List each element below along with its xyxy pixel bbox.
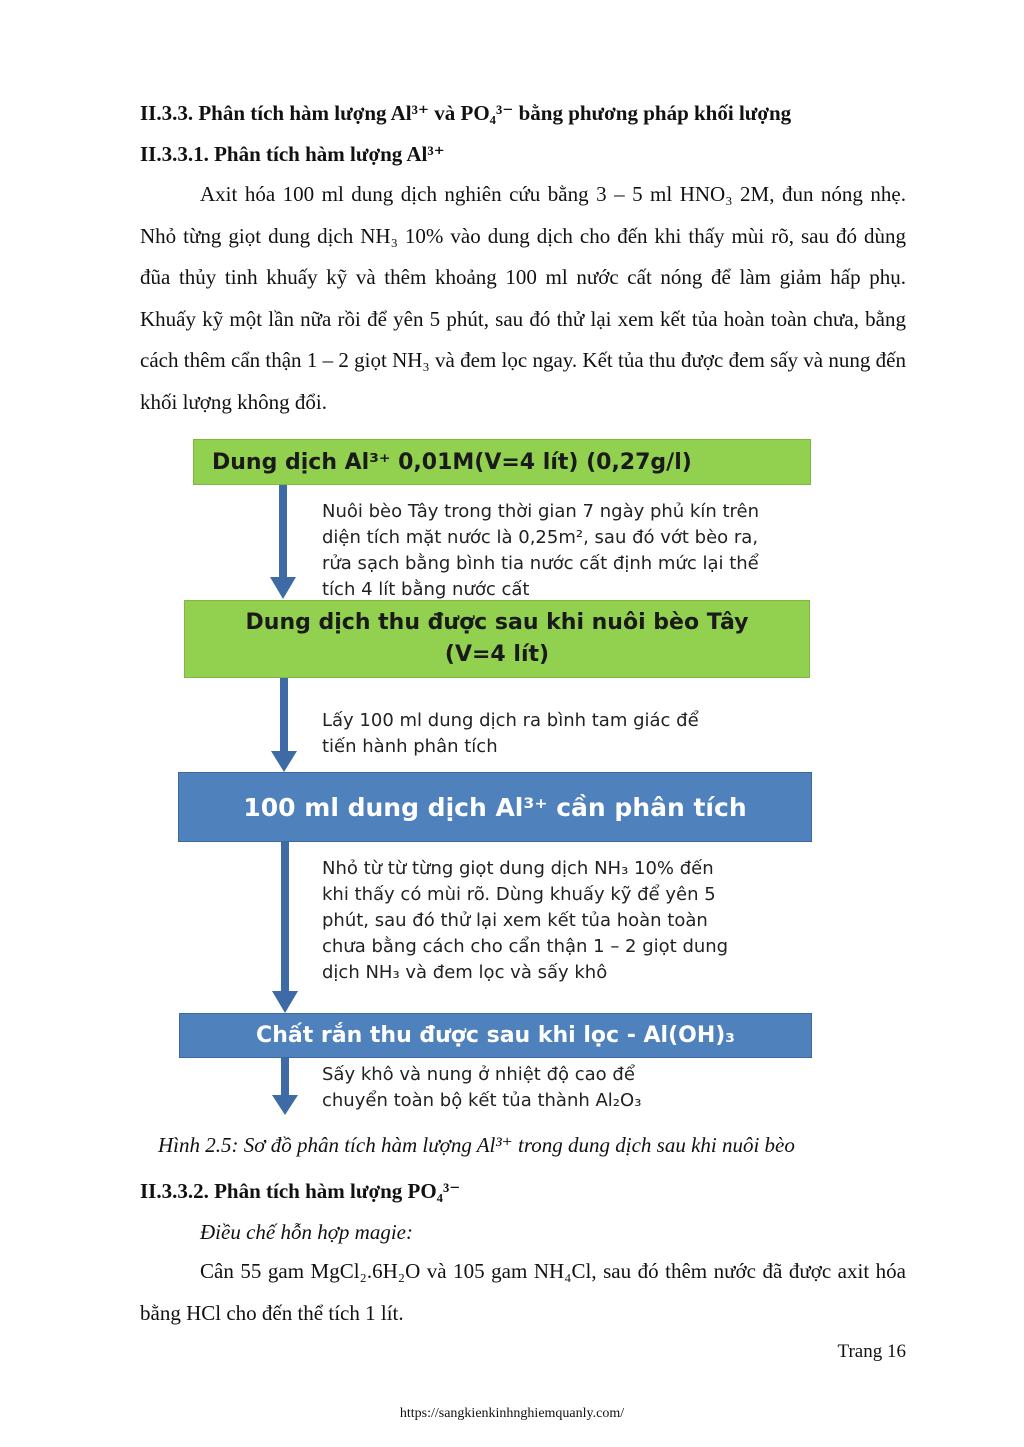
flow-box-solid: Chất rắn thu được sau khi lọc - Al(OH)₃: [179, 1013, 812, 1058]
note-line: tiến hành phân tích: [322, 736, 498, 757]
section-heading: II.3.3. Phân tích hàm lượng Al³⁺ và PO₄³⁻ bằng phương pháp khối lượng: [140, 101, 792, 125]
note-line: Nuôi bèo Tây trong thời gian 7 ngày phủ kín trên: [322, 501, 760, 522]
box-line: Dung dịch thu được sau khi nuôi bèo Tây: [245, 610, 749, 635]
al-procedure-paragraph: [140, 174, 906, 423]
note-line: chuyển toàn bộ kết tủa thành Al₂O₃: [322, 1090, 642, 1111]
note-line: chưa bằng cách cho cẩn thận 1 – 2 giọt dung: [322, 936, 729, 957]
note-line: khi thấy có mùi rõ. Dùng khuấy kỹ để yên 5: [322, 884, 716, 905]
reagent-paragraph: [140, 1251, 906, 1334]
flow-arrow-2: [269, 678, 299, 773]
note-line: Nhỏ từ từ từng giọt dung dịch NH₃ 10% đến: [322, 858, 714, 879]
flow-note-calcination: [322, 1062, 641, 1114]
note-line: Sấy khô và nung ở nhiệt độ cao để: [322, 1064, 635, 1085]
subsection-heading-po4: II.3.3.2. Phân tích hàm lượng PO₄³⁻: [140, 1179, 461, 1203]
flow-note-precipitation: [322, 856, 728, 986]
flow-box-after-cultivation: [184, 600, 810, 678]
note-line: dịch NH₃ và đem lọc và sấy khô: [322, 962, 608, 983]
reagent-text: Cân 55 gam MgCl₂.6H₂O và 105 gam NH₄Cl, sau đó thêm nước đã được axit hóa bằng HCl cho đến thể tích 1 lít.: [140, 1259, 906, 1325]
al-procedure-text: Axit hóa 100 ml dung dịch nghiên cứu bằng 3 – 5 ml HNO₃ 2M, đun nóng nhẹ. Nhỏ từng giọt dung dịch NH₃ 10% vào dung dịch cho đến khi thấy mùi rõ, sau đó dùng đũa thủy tinh khuấy kỹ và thêm khoảng 100 ml nước cất nóng để làm giảm hấp phụ. Khuấy kỹ một lần nữa rồi để yên 5 phút, sau đó thử lại xem kết tủa hoàn toàn chưa, bằng cách thêm cẩn thận 1 – 2 giọt NH₃ và đem lọc ngay. Kết tủa thu được đem sấy và nung đến khối lượng không đổi.: [140, 182, 906, 414]
note-line: rửa sạch bằng bình tia nước cất định mức lại thể: [322, 553, 759, 574]
flow-arrow-3: [270, 842, 300, 1014]
source-url: https://sangkienkinhnghiemquanly.com/: [399, 1406, 625, 1421]
flow-box-initial-solution: Dung dịch Al³⁺ 0,01M(V=4 lít) (0,27g/l): [193, 439, 811, 485]
flow-arrow-1: [268, 485, 298, 600]
flow-note-cultivation: [322, 499, 759, 603]
subsection-heading-al: II.3.3.1. Phân tích hàm lượng Al³⁺: [140, 142, 445, 166]
note-line: tích 4 lít bằng nước cất: [322, 579, 530, 600]
flow-note-sampling: [322, 708, 699, 760]
flow-box-sample: 100 ml dung dịch Al³⁺ cần phân tích: [178, 772, 812, 842]
box-line: (V=4 lít): [444, 642, 550, 667]
page-number: Trang 16: [837, 1341, 906, 1362]
note-line: diện tích mặt nước là 0,25m², sau đó vớt bèo ra,: [322, 527, 759, 548]
figure-caption: Hình 2.5: Sơ đồ phân tích hàm lượng Al³⁺ trong dung dịch sau khi nuôi bèo: [158, 1133, 795, 1157]
note-line: phút, sau đó thử lại xem kết tủa hoàn toàn: [322, 910, 708, 931]
reagent-label: Điều chế hỗn hợp magie:: [200, 1220, 413, 1244]
flow-arrow-4: [270, 1058, 300, 1116]
note-line: Lấy 100 ml dung dịch ra bình tam giác để: [322, 710, 699, 731]
